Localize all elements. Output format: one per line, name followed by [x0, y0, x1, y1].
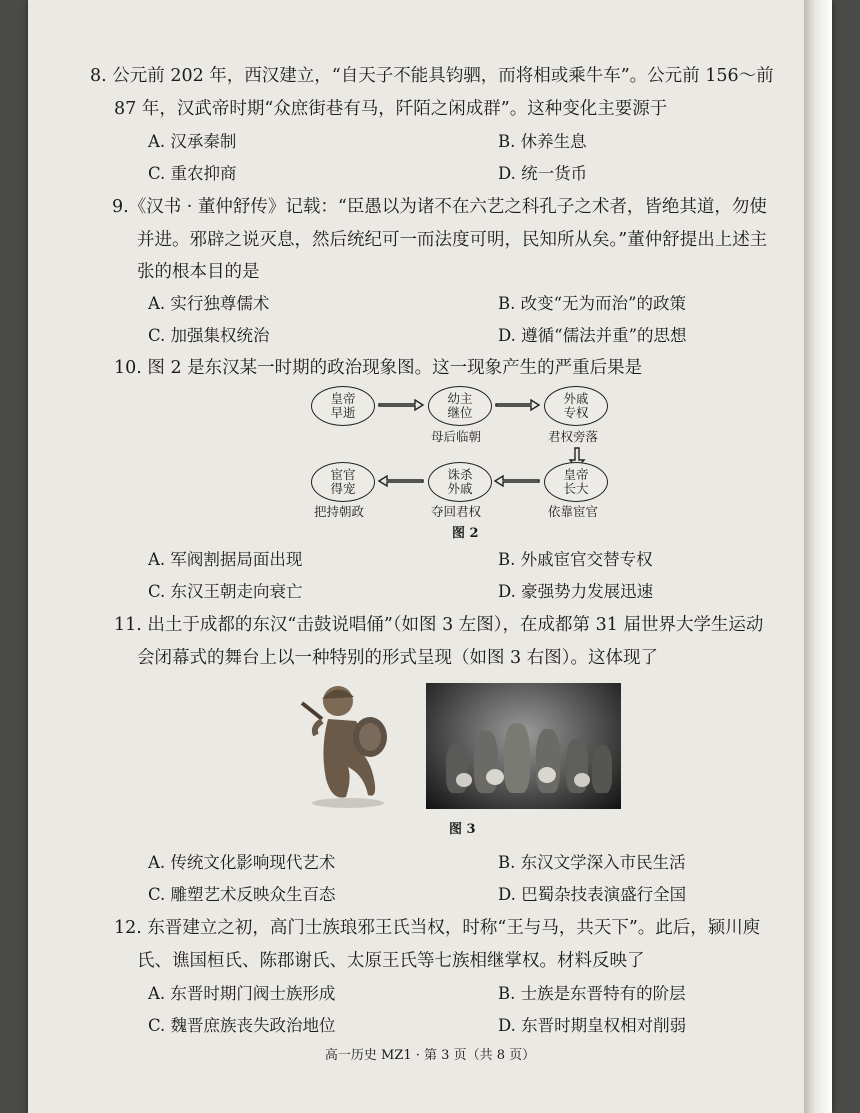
q9-option-b: B. 改变“无为而治”的政策: [498, 294, 686, 313]
node-consort-clan: [544, 386, 608, 426]
node-4-text-a: 皇帝: [563, 467, 589, 482]
caption-regency: 母后临朝: [431, 429, 482, 444]
node-emperor-grows: [544, 462, 608, 502]
node-6-text-b: 得宠: [330, 481, 356, 496]
q12-line1: 12. 东晋建立之初，高门士族琅邪王氏当权，时称“王与马，共天下”。此后，颍川庾: [114, 918, 761, 938]
q8-option-b: B. 休养生息: [498, 132, 587, 151]
node-kill-consort: [428, 462, 492, 502]
q10-option-b: B. 外戚宦官交替专权: [498, 550, 653, 569]
node-3-text-b: 专权: [563, 405, 589, 420]
q12-line2: 氏、谯国桓氏、陈郡谢氏、太原王氏等七族相继掌权。材料反映了: [137, 951, 645, 971]
node-1-text-b: 早逝: [330, 405, 356, 420]
node-1-text-a: 皇帝: [330, 391, 356, 406]
q9-option-c: C. 加强集权统治: [148, 326, 270, 345]
caption-regain-power: 夺回君权: [431, 504, 482, 519]
node-5-text-a: 诛杀: [447, 467, 473, 482]
page-footer: 高一历史 MZ1 · 第 3 页（共 8 页）: [324, 1048, 536, 1063]
node-eunuch-favored: [311, 462, 375, 502]
q10-option-a: A. 军阀割据局面出现: [148, 550, 303, 569]
node-6-text-a: 宦官: [330, 467, 356, 482]
arrow-5-6: [379, 476, 423, 486]
q11-option-a: A. 传统文化影响现代艺术: [148, 853, 336, 872]
q12-option-d: D. 东晋时期皇权相对削弱: [498, 1016, 687, 1035]
q9-option-a: A. 实行独尊儒术: [148, 294, 270, 313]
q9-line2: 并进。邪辟之说灭息，然后统纪可一而法度可明，民知所从矣。”董仲舒提出上述主: [137, 230, 768, 250]
q11-option-d: D. 巴蜀杂技表演盛行全国: [498, 885, 687, 904]
q8-option-a: A. 汉承秦制: [148, 132, 237, 151]
q12-option-a: A. 东晋时期门阀士族形成: [148, 984, 336, 1003]
arrow-4-5: [495, 476, 539, 486]
arrow-1-2: [379, 400, 423, 410]
q12-option-c: C. 魏晋庶族丧失政治地位: [148, 1016, 336, 1035]
node-3-text-a: 外戚: [563, 391, 589, 406]
q10-option-c: C. 东汉王朝走向衰亡: [148, 582, 303, 601]
q8-line2: 87 年，汉武帝时期“众庶街巷有马，阡陌之闲成群”。这种变化主要源于: [114, 99, 668, 119]
q11-line1: 11. 出土于成都的东汉“击鼓说唱俑”（如图 3 左图），在成都第 31 届世界大学生运动: [114, 615, 764, 635]
q11-option-b: B. 东汉文学深入市民生活: [498, 853, 686, 872]
node-child-emperor: [428, 386, 492, 426]
q10-option-d: D. 豪强势力发展迅速: [498, 582, 654, 601]
q8-option-c: C. 重农抑商: [148, 164, 237, 183]
node-5-text-b: 外戚: [447, 481, 473, 496]
q12-option-b: B. 士族是东晋特有的阶层: [498, 984, 686, 1003]
q9-line1: 9.《汉书 · 董仲舒传》记载：“臣愚以为诸不在六艺之科孔子之术者，皆绝其道，勿使: [112, 197, 767, 217]
q9-option-d: D. 遵循“儒法并重”的思想: [498, 326, 687, 345]
caption-power-lost: 君权旁落: [548, 429, 599, 444]
q8-option-d: D. 统一货币: [498, 164, 588, 183]
page-edge: [804, 0, 832, 1113]
caption-rely-eunuch: 依靠宦官: [548, 504, 599, 519]
stage-performance-photo: [426, 683, 621, 809]
node-2-text-b: 继位: [447, 405, 473, 420]
caption-control-court: 把持朝政: [314, 504, 365, 519]
arrow-2-3: [496, 400, 539, 410]
drummer-figurine-image: [298, 679, 398, 809]
node-emperor-early-death: [311, 386, 375, 426]
figure-2-label: 图 2: [452, 526, 479, 541]
figure-3-label: 图 3: [449, 822, 476, 837]
node-2-text-a: 幼主: [447, 391, 473, 406]
q8-line1: 8. 公元前 202 年，西汉建立，“自天子不能具钧驷，而将相或乘牛车”。公元前 156～前: [90, 66, 774, 86]
q11-option-c: C. 雕塑艺术反映众生百态: [148, 885, 336, 904]
q11-line2: 会闭幕式的舞台上以一种特别的形式呈现（如图 3 右图）。这体现了: [137, 648, 659, 668]
node-4-text-b: 长大: [563, 481, 589, 496]
q10-line1: 10. 图 2 是东汉某一时期的政治现象图。这一现象产生的严重后果是: [114, 358, 643, 378]
q9-line3: 张的根本目的是: [137, 262, 260, 282]
figure-2-diagram: [311, 384, 611, 524]
